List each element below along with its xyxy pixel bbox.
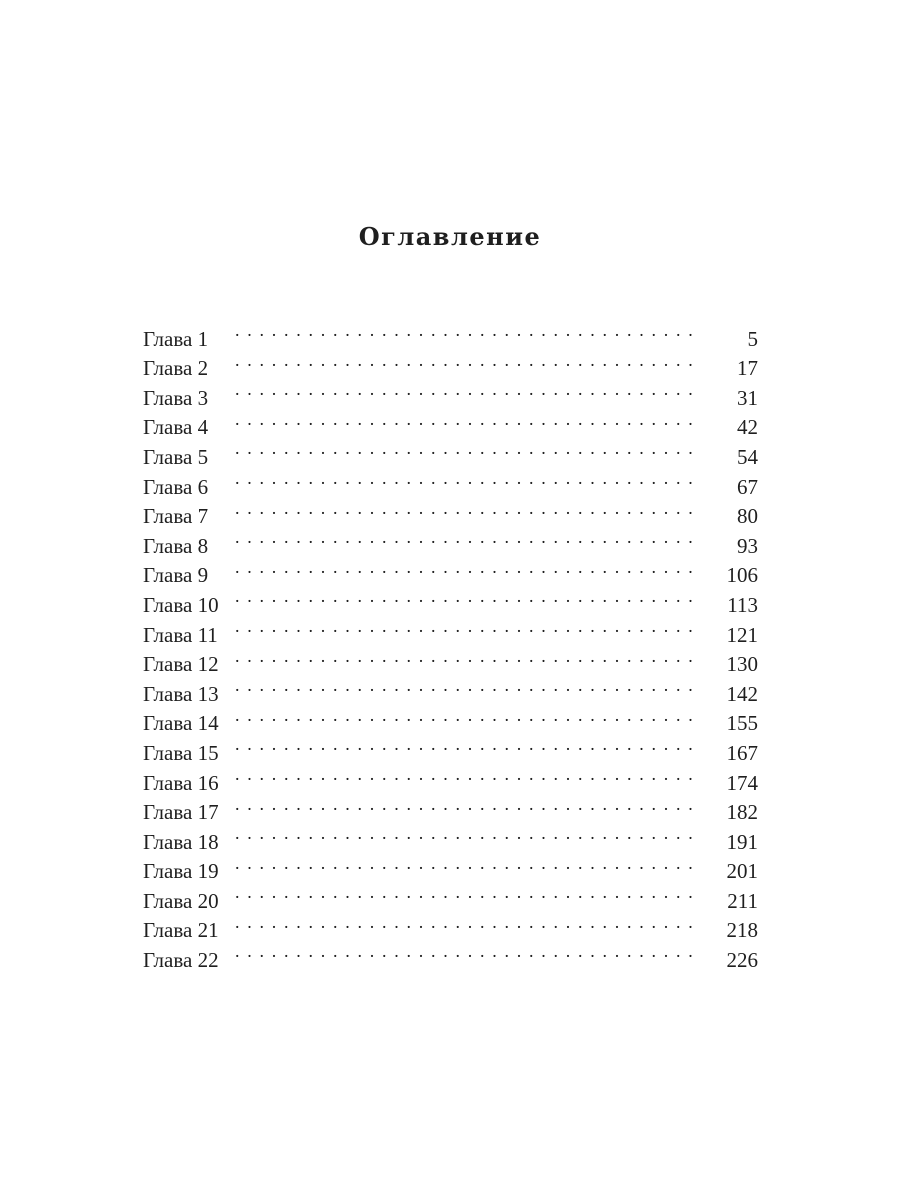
dot-leader xyxy=(235,642,695,672)
toc-entry[interactable] xyxy=(143,701,758,736)
toc-entry[interactable] xyxy=(143,908,758,943)
toc-entry-label: Глава 5 xyxy=(143,444,209,469)
toc-entry[interactable] xyxy=(143,523,758,558)
dot-leader xyxy=(235,464,695,494)
toc-entry-page-number: 106 xyxy=(726,563,758,588)
toc-entry-page-number: 226 xyxy=(726,948,758,973)
toc-entry-page-number: 201 xyxy=(726,859,758,884)
toc-entry-label: Глава 2 xyxy=(143,356,209,381)
toc-entry-label: Глава 17 xyxy=(143,800,219,825)
dot-leader xyxy=(235,494,695,524)
toc-entry-label: Глава 4 xyxy=(143,415,209,440)
toc-entry-label: Глава 18 xyxy=(143,829,219,854)
toc-entry[interactable] xyxy=(143,346,758,381)
toc-entry-label: Глава 16 xyxy=(143,770,219,795)
toc-entry-page-number: 155 xyxy=(726,711,758,736)
toc-entry-label: Глава 13 xyxy=(143,681,219,706)
dot-leader xyxy=(235,612,695,642)
toc-entry-label: Глава 9 xyxy=(143,563,209,588)
toc-entry-label: Глава 10 xyxy=(143,592,219,617)
toc-entry-page-number: 31 xyxy=(737,385,758,410)
toc-entry[interactable] xyxy=(143,434,758,469)
dot-leader xyxy=(235,434,695,464)
toc-entry-label: Глава 1 xyxy=(143,326,209,351)
page-title: Оглавление xyxy=(358,222,542,251)
toc-entry-label: Глава 14 xyxy=(143,711,219,736)
toc-entry[interactable] xyxy=(143,937,758,973)
toc-entry[interactable] xyxy=(143,405,758,440)
toc-entry[interactable] xyxy=(143,612,758,647)
toc-entry[interactable] xyxy=(143,671,758,706)
toc-entry-label: Глава 20 xyxy=(143,888,219,913)
toc-entry-label: Глава 19 xyxy=(143,859,219,884)
toc-entry-page-number: 182 xyxy=(726,800,758,825)
table-of-contents xyxy=(143,316,758,973)
toc-entry-page-number: 130 xyxy=(726,652,758,677)
toc-entry[interactable] xyxy=(143,849,758,884)
dot-leader xyxy=(235,937,695,967)
toc-entry[interactable] xyxy=(143,730,758,765)
toc-entry-page-number: 54 xyxy=(737,444,758,469)
toc-entry-page-number: 67 xyxy=(737,474,758,499)
dot-leader xyxy=(235,316,695,346)
toc-entry-label: Глава 6 xyxy=(143,474,209,499)
toc-entry[interactable] xyxy=(143,760,758,795)
dot-leader xyxy=(235,405,695,435)
toc-entry[interactable] xyxy=(143,553,758,588)
dot-leader xyxy=(235,908,695,938)
toc-entry-page-number: 93 xyxy=(737,533,758,558)
toc-entry-label: Глава 11 xyxy=(143,622,218,647)
toc-entry-page-number: 42 xyxy=(737,415,758,440)
dot-leader xyxy=(235,849,695,879)
toc-entry-page-number: 17 xyxy=(737,356,758,381)
dot-leader xyxy=(235,671,695,701)
dot-leader xyxy=(235,760,695,790)
toc-entry-page-number: 80 xyxy=(737,504,758,529)
toc-entry[interactable] xyxy=(143,316,758,351)
toc-entry[interactable] xyxy=(143,642,758,677)
toc-entry-page-number: 191 xyxy=(726,829,758,854)
dot-leader xyxy=(235,701,695,731)
toc-entry[interactable] xyxy=(143,375,758,410)
toc-entry[interactable] xyxy=(143,819,758,854)
dot-leader xyxy=(235,346,695,376)
dot-leader xyxy=(235,582,695,612)
toc-entry-page-number: 121 xyxy=(726,622,758,647)
toc-entry-page-number: 113 xyxy=(727,592,758,617)
toc-entry-label: Глава 8 xyxy=(143,533,209,558)
dot-leader xyxy=(235,878,695,908)
toc-entry[interactable] xyxy=(143,878,758,913)
toc-entry[interactable] xyxy=(143,582,758,617)
toc-entry[interactable] xyxy=(143,494,758,529)
toc-entry-label: Глава 12 xyxy=(143,652,219,677)
toc-entry[interactable] xyxy=(143,464,758,499)
dot-leader xyxy=(235,553,695,583)
dot-leader xyxy=(235,375,695,405)
dot-leader xyxy=(235,523,695,553)
dot-leader xyxy=(235,819,695,849)
dot-leader xyxy=(235,730,695,760)
toc-entry-label: Глава 15 xyxy=(143,740,219,765)
toc-entry-page-number: 142 xyxy=(726,681,758,706)
toc-entry[interactable] xyxy=(143,790,758,825)
dot-leader xyxy=(235,790,695,820)
toc-entry-label: Глава 22 xyxy=(143,948,219,973)
toc-entry-page-number: 174 xyxy=(726,770,758,795)
toc-entry-page-number: 211 xyxy=(727,888,758,913)
toc-entry-page-number: 5 xyxy=(747,326,758,351)
toc-entry-page-number: 167 xyxy=(726,740,758,765)
toc-entry-page-number: 218 xyxy=(726,918,758,943)
toc-entry-label: Глава 21 xyxy=(143,918,219,943)
toc-entry-label: Глава 7 xyxy=(143,504,209,529)
toc-entry-label: Глава 3 xyxy=(143,385,209,410)
